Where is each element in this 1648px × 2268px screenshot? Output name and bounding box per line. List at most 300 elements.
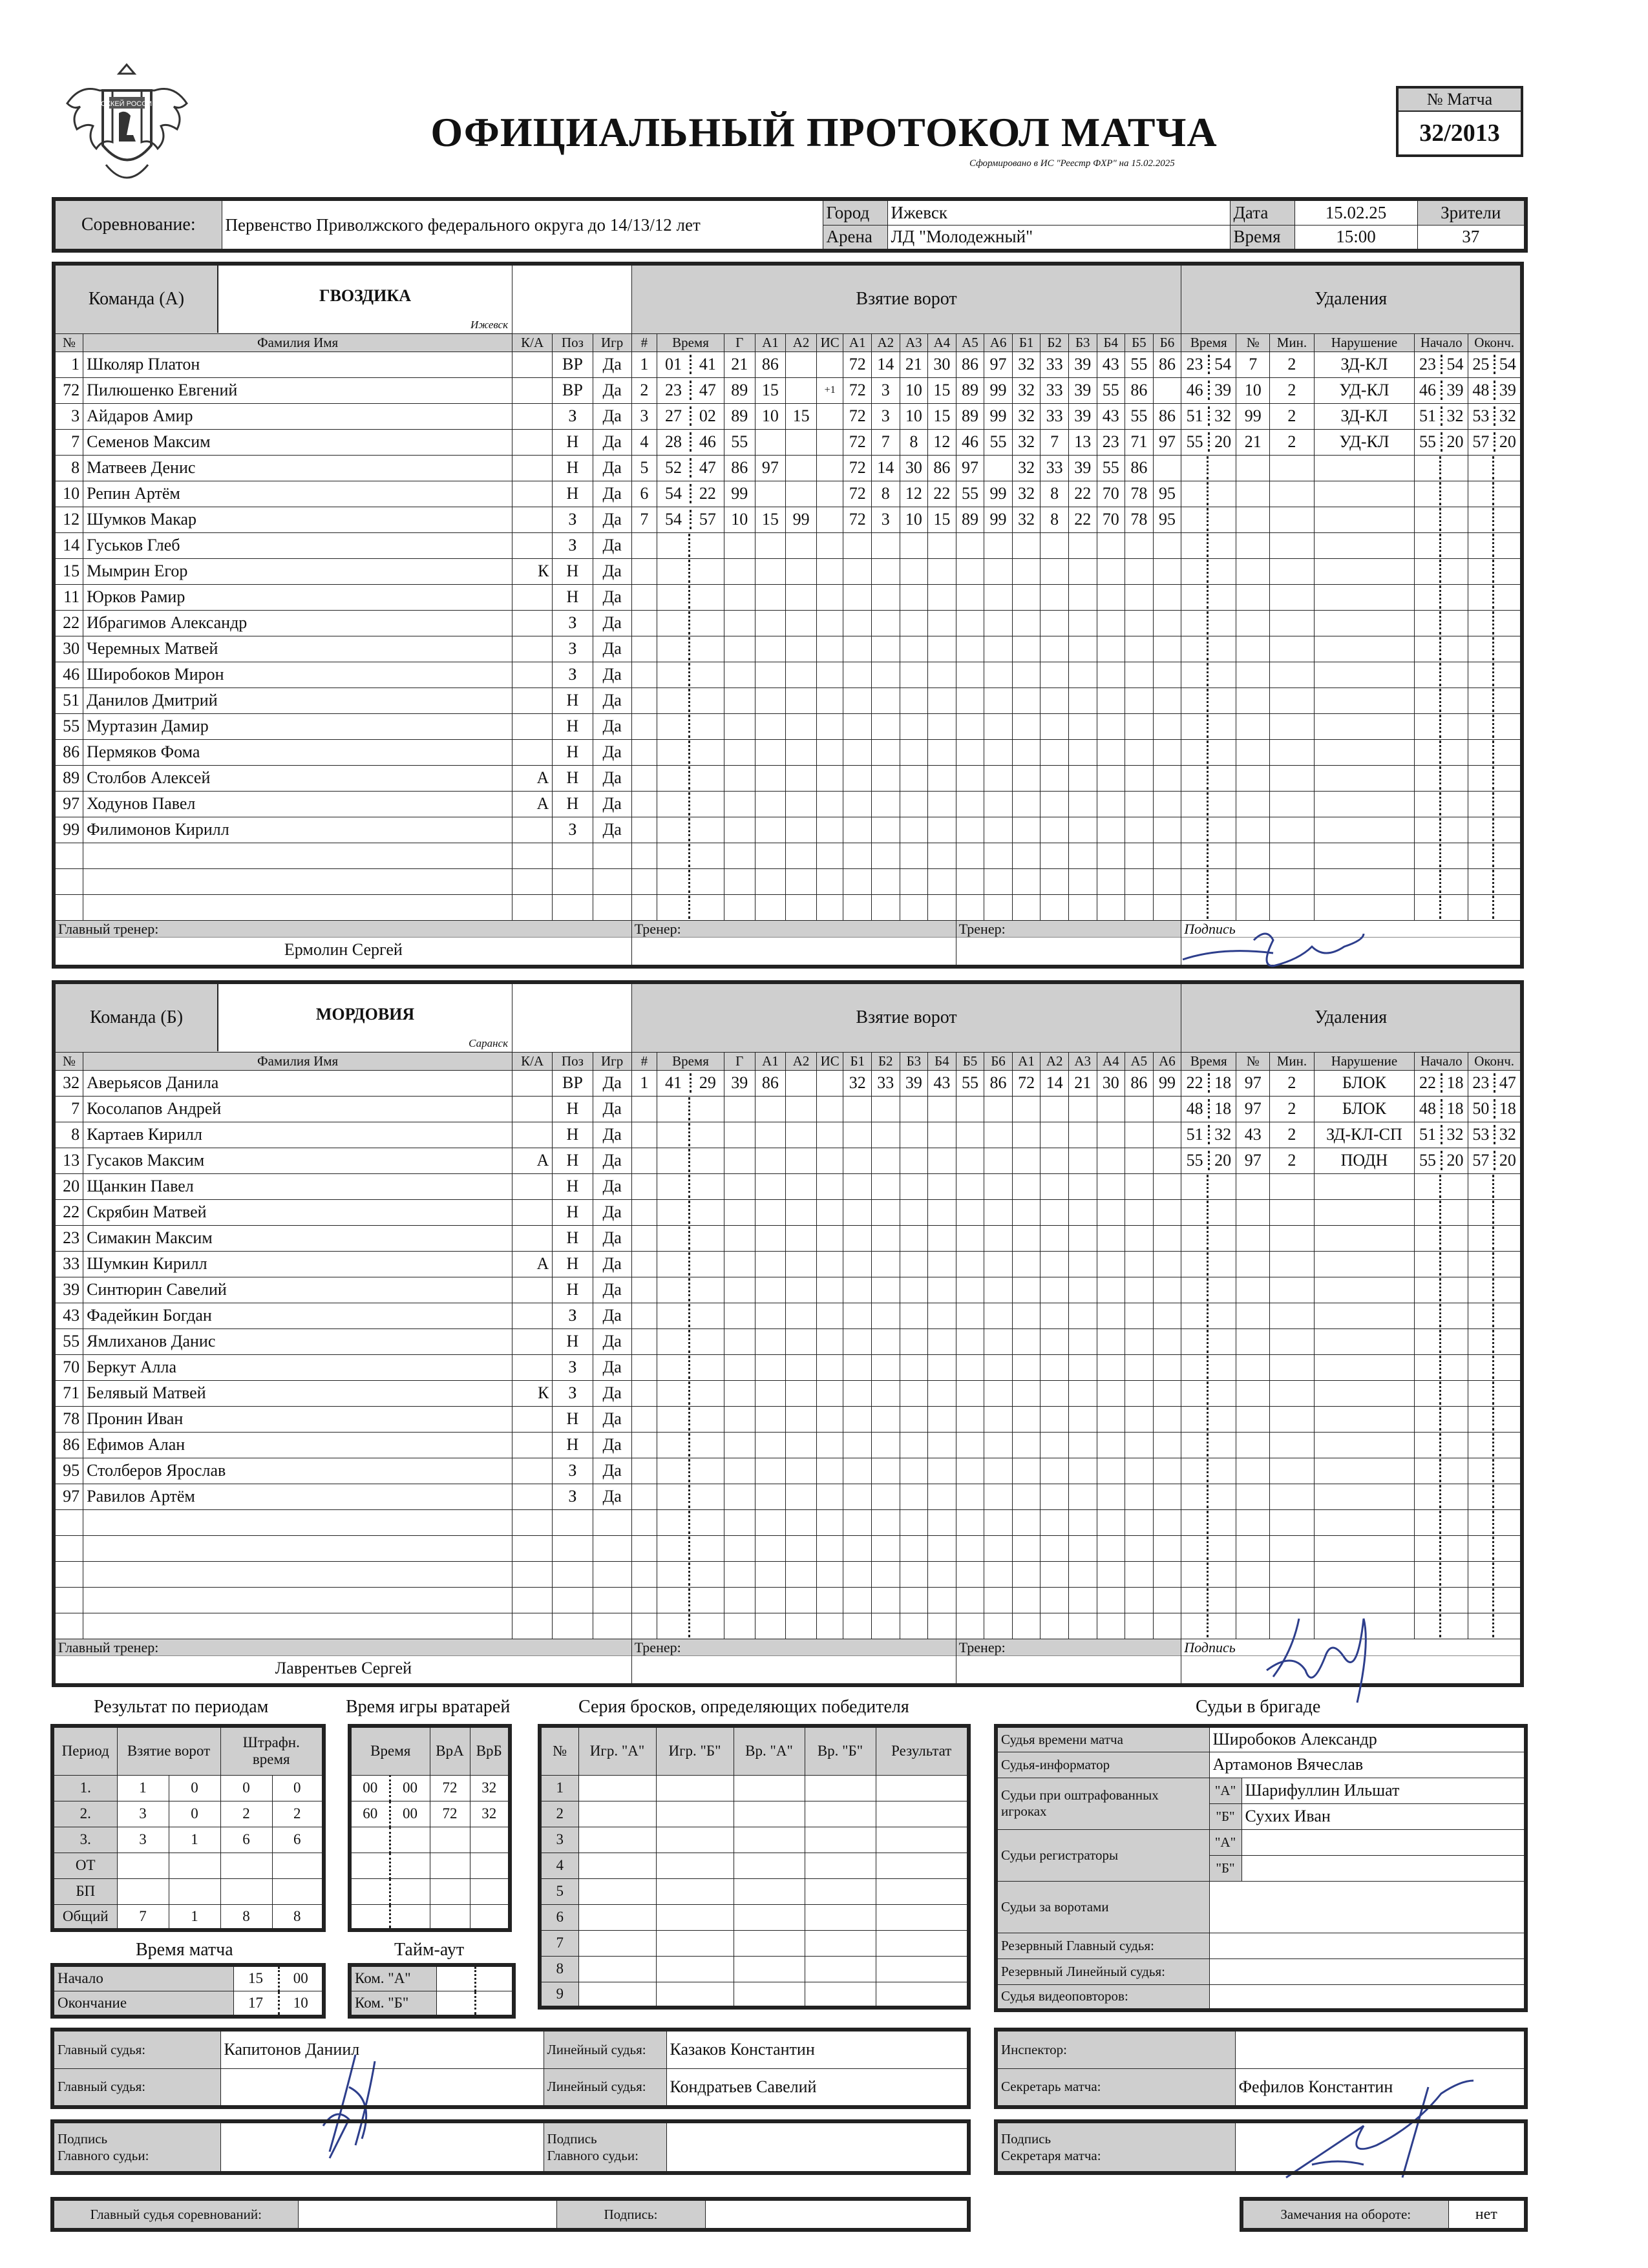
reg-a-tag: "А" — [1209, 1829, 1241, 1855]
goal-second: 22 — [699, 484, 716, 503]
timekeeper: Широбоков Александр — [1209, 1726, 1526, 1752]
player-played: Да — [593, 1122, 631, 1148]
goal-minute: 23 — [657, 381, 692, 400]
goal-cell: 22 — [928, 481, 956, 507]
goal-cell: 78 — [1125, 507, 1154, 532]
teamB-row — [54, 1561, 1522, 1587]
teamA-goals-heading: Взятие ворот — [631, 264, 1181, 333]
penalty-second: 39 — [1214, 381, 1232, 399]
date-label: Дата — [1230, 199, 1294, 225]
teamB-col-g_num: # — [631, 1052, 657, 1070]
period-row — [52, 1827, 324, 1853]
penalty-start-sec: 20 — [1446, 1151, 1464, 1170]
penalty-start-min: 55 — [1415, 432, 1442, 452]
teamB-goals-heading: Взятие ворот — [631, 982, 1181, 1052]
goal-cell: 86 — [724, 455, 755, 481]
line-ref-1: Казаков Константин — [666, 2030, 969, 2068]
player-name: Ефимов Алан — [83, 1432, 512, 1458]
goalie-value — [430, 1853, 470, 1878]
player-name: Столбов Алексей — [83, 765, 512, 791]
period-name: 2. — [52, 1801, 117, 1827]
shootout-title: Серия бросков, определяющих победителя — [578, 1697, 909, 1717]
periods-title: Результат по периодам — [94, 1697, 269, 1717]
player-number: 22 — [54, 1199, 83, 1225]
goal-cell: 97 — [1153, 429, 1181, 455]
registrars-label: Судьи регистраторы — [996, 1829, 1209, 1881]
period-value — [117, 1853, 169, 1878]
teamB-col-p_violation: Нарушение — [1314, 1052, 1415, 1070]
period-row — [52, 1775, 324, 1801]
goal-cell: 55 — [956, 481, 984, 507]
teamB-head-coach-label: Главный тренер: — [56, 1639, 631, 1656]
player-position: З — [553, 532, 593, 558]
shootout-header: Результат — [876, 1726, 969, 1775]
teamB-row — [54, 1484, 1522, 1509]
player-role — [512, 636, 553, 662]
goalie-value — [470, 1853, 510, 1878]
player-position: З — [553, 1484, 593, 1509]
penalty-end-min: 53 — [1468, 406, 1495, 426]
period-row — [52, 1904, 324, 1930]
goal-cell: 72 — [843, 455, 872, 481]
player-number: 32 — [54, 1070, 83, 1096]
goalies-h-a: ВрА — [430, 1726, 470, 1775]
period-row — [52, 1853, 324, 1878]
player-name: Белявый Матвей — [83, 1380, 512, 1406]
teamB-row — [54, 1199, 1522, 1225]
player-position: Н — [553, 713, 593, 739]
shootout-header: Игр. "Б" — [656, 1726, 734, 1775]
goal-number: 6 — [631, 481, 657, 507]
goal-cell: +1 — [816, 377, 843, 403]
player-position: Н — [553, 429, 593, 455]
goal-cell: 21 — [1068, 1070, 1097, 1096]
goal-cell: 99 — [984, 481, 1013, 507]
period-value: 0 — [272, 1775, 324, 1801]
goal-minute: 52 — [657, 458, 692, 478]
player-position: Н — [553, 1432, 593, 1458]
goal-second: 57 — [699, 510, 716, 529]
player-name: Мымрин Егор — [83, 558, 512, 584]
penbox-b: Сухих Иван — [1241, 1803, 1526, 1829]
penalty-start-min: 51 — [1415, 406, 1442, 426]
goalie-min — [350, 1904, 390, 1930]
penalty-player: 21 — [1236, 429, 1270, 455]
period-value: 3 — [117, 1827, 169, 1853]
sig-secretary-label-2: Секретаря матча: — [1001, 2148, 1101, 2163]
player-number: 20 — [54, 1173, 83, 1199]
goal-cell: 95 — [1153, 481, 1181, 507]
teamB-col-g_a1: А1 — [755, 1052, 786, 1070]
teamA-col-g_a1: А1 — [755, 333, 786, 352]
player-position: З — [553, 1380, 593, 1406]
player-number: 11 — [54, 584, 83, 610]
player-position: Н — [553, 1225, 593, 1251]
player-name: Гуськов Глеб — [83, 532, 512, 558]
penalty-player: 7 — [1236, 352, 1270, 377]
goal-cell: 86 — [1125, 377, 1154, 403]
player-number: 22 — [54, 610, 83, 636]
goal-number: 1 — [631, 352, 657, 377]
goal-cell: 72 — [843, 377, 872, 403]
teamA-col-g_is: ИС — [816, 333, 843, 352]
player-played: Да — [593, 765, 631, 791]
penalty-minutes: 2 — [1270, 1096, 1314, 1122]
player-role — [512, 507, 553, 532]
match-start-label: Начало — [52, 1965, 233, 1991]
goal-cell: 89 — [724, 377, 755, 403]
match-end-h: 17 — [233, 1991, 279, 2017]
teamA-col-oncourt: Б2 — [1041, 333, 1069, 352]
shootout-header: Вр. "Б" — [805, 1726, 876, 1775]
goalies-title: Время игры вратарей — [346, 1697, 511, 1717]
teamB-col-p_end: Оконч. — [1468, 1052, 1522, 1070]
player-played: Да — [593, 791, 631, 817]
penbox-a-tag: "А" — [1209, 1778, 1241, 1803]
teamA-name: ГВОЗДИКА — [319, 286, 412, 306]
goal-cell: 33 — [1041, 403, 1069, 429]
goal-second: 29 — [699, 1073, 716, 1092]
player-number: 8 — [54, 455, 83, 481]
goal-cell: 8 — [872, 481, 900, 507]
player-played: Да — [593, 688, 631, 713]
player-played: Да — [593, 610, 631, 636]
goal-second: 47 — [699, 458, 716, 477]
player-played: Да — [593, 377, 631, 403]
player-role: К — [512, 558, 553, 584]
penalty-violation: УД-КЛ — [1314, 377, 1415, 403]
shootout-row — [540, 1853, 969, 1878]
player-number: 55 — [54, 1328, 83, 1354]
goalie-value: 72 — [430, 1801, 470, 1827]
player-name: Столберов Ярослав — [83, 1458, 512, 1484]
penalty-end-sec: 39 — [1499, 381, 1516, 399]
player-number: 39 — [54, 1277, 83, 1303]
period-value — [272, 1878, 324, 1904]
goal-second: 02 — [699, 406, 716, 425]
player-position: ВР — [553, 377, 593, 403]
goal-cell: 15 — [786, 403, 817, 429]
teamA-col-p_start: Начало — [1415, 333, 1468, 352]
teamA-col-oncourt: А1 — [843, 333, 872, 352]
remarks-value: нет — [1448, 2199, 1526, 2230]
teamA-row — [54, 403, 1522, 429]
goal-cell — [816, 403, 843, 429]
period-value: 8 — [272, 1904, 324, 1930]
penalty-minutes: 2 — [1270, 1070, 1314, 1096]
teamB-row — [54, 1148, 1522, 1173]
officials-table — [994, 1724, 1528, 2012]
goal-cell — [1153, 377, 1181, 403]
goal-cell: 99 — [984, 377, 1013, 403]
teamA-row — [54, 429, 1522, 455]
teamB-col-oncourt: Б3 — [900, 1052, 928, 1070]
remarks-label: Замечания на обороте: — [1241, 2199, 1448, 2230]
player-name: Семенов Максим — [83, 429, 512, 455]
player-played: Да — [593, 1148, 631, 1173]
shootout-row — [540, 1904, 969, 1930]
penalty-violation: БЛОК — [1314, 1096, 1415, 1122]
goal-cell: 89 — [724, 403, 755, 429]
penalty-start-sec: 32 — [1446, 406, 1464, 425]
goal-cell: 32 — [1012, 377, 1041, 403]
player-number: 72 — [54, 377, 83, 403]
player-role — [512, 377, 553, 403]
teamB-col-p_time: Время — [1181, 1052, 1236, 1070]
player-played: Да — [593, 1277, 631, 1303]
spectators-label: Зрители — [1417, 199, 1526, 225]
teamA-row — [54, 765, 1522, 791]
goalie-min: 00 — [350, 1775, 390, 1801]
goal-cell: 30 — [900, 455, 928, 481]
player-number: 97 — [54, 791, 83, 817]
player-number: 86 — [54, 1432, 83, 1458]
goal-cell: 89 — [956, 377, 984, 403]
goal-cell — [786, 429, 817, 455]
shootout-num: 2 — [540, 1801, 578, 1827]
player-role — [512, 455, 553, 481]
teamB-col-oncourt: Б4 — [928, 1052, 956, 1070]
goal-cell: 89 — [956, 403, 984, 429]
teamA-row — [54, 739, 1522, 765]
main-ref-1: Капитонов Даниил — [220, 2030, 544, 2068]
match-number-label: № Матча — [1399, 89, 1521, 112]
match-time-title: Время матча — [136, 1940, 233, 1960]
player-number: 15 — [54, 558, 83, 584]
player-name: Картаев Кирилл — [83, 1122, 512, 1148]
player-played: Да — [593, 352, 631, 377]
secretary-label: Секретарь матча: — [996, 2068, 1235, 2107]
sig-main-label-b2: Главного судьи: — [547, 2148, 639, 2163]
teamA-row — [54, 636, 1522, 662]
player-role — [512, 532, 553, 558]
competition-label: Соревнование: — [54, 199, 222, 251]
shootout-header: № — [540, 1726, 578, 1775]
player-position: З — [553, 610, 593, 636]
shootout-table — [538, 1724, 971, 2010]
teamB-label: Команда (Б) — [89, 1007, 184, 1028]
goal-cell — [816, 429, 843, 455]
teamA-row — [54, 894, 1522, 920]
teamA-col-g_g: Г — [724, 333, 755, 352]
player-role — [512, 584, 553, 610]
period-row — [52, 1801, 324, 1827]
player-role — [512, 1303, 553, 1328]
player-role — [512, 610, 553, 636]
teamA-col-oncourt: Б3 — [1068, 333, 1097, 352]
goal-cell — [786, 1070, 817, 1096]
player-position: Н — [553, 481, 593, 507]
goal-cell: 33 — [1041, 377, 1069, 403]
player-role — [512, 429, 553, 455]
penalty-player: 43 — [1236, 1122, 1270, 1148]
match-start-m: 00 — [279, 1965, 324, 1991]
penalty-violation: ЗД-КЛ-СП — [1314, 1122, 1415, 1148]
periods-h-period: Период — [52, 1726, 117, 1775]
teamA-coach2-label: Тренер: — [956, 921, 1181, 938]
period-value: 6 — [272, 1827, 324, 1853]
goalies-table — [348, 1724, 512, 1932]
document-title: ОФИЦИАЛЬНЫЙ ПРОТОКОЛ МАТЧА — [430, 109, 1218, 155]
goal-cell: 78 — [1125, 481, 1154, 507]
period-value: 0 — [169, 1801, 220, 1827]
player-position: Н — [553, 1328, 593, 1354]
goalie-min — [350, 1853, 390, 1878]
player-name: Симакин Максим — [83, 1225, 512, 1251]
teamB-row — [54, 1354, 1522, 1380]
player-role — [512, 403, 553, 429]
penalty-minute: 51 — [1181, 1125, 1210, 1144]
main-ref-2 — [220, 2068, 544, 2107]
penalty-minutes: 2 — [1270, 1122, 1314, 1148]
teamB-col-g_g: Г — [724, 1052, 755, 1070]
teamA-coach-label: Тренер: — [632, 921, 956, 938]
player-position: З — [553, 403, 593, 429]
goal-minute: 27 — [657, 406, 692, 426]
player-role — [512, 481, 553, 507]
teamA-col-p_violation: Нарушение — [1314, 333, 1415, 352]
goal-cell: 10 — [724, 507, 755, 532]
goal-cell: 89 — [956, 507, 984, 532]
goalie-value — [390, 1904, 430, 1930]
reserve-main-label: Резервный Главный судья: — [996, 1933, 1209, 1958]
sig-main-label-a — [52, 2121, 220, 2173]
goalie-value: 00 — [390, 1775, 430, 1801]
teamA-row — [54, 558, 1522, 584]
shootout-num: 5 — [540, 1878, 578, 1904]
penalty-minutes: 2 — [1270, 352, 1314, 377]
penalty-start-sec: 18 — [1446, 1099, 1464, 1118]
goal-cell: 86 — [1153, 403, 1181, 429]
goal-cell: 33 — [872, 1070, 900, 1096]
player-number: 43 — [54, 1303, 83, 1328]
goalie-value — [430, 1878, 470, 1904]
shootout-row — [540, 1930, 969, 1956]
teamB-col-oncourt: Б2 — [872, 1052, 900, 1070]
teamB-row — [54, 1458, 1522, 1484]
timeout-table — [348, 1963, 516, 2019]
player-number: 23 — [54, 1225, 83, 1251]
penalty-minutes: 2 — [1270, 377, 1314, 403]
player-position: З — [553, 636, 593, 662]
goal-cell: 30 — [1097, 1070, 1125, 1096]
player-position: Н — [553, 1173, 593, 1199]
goalie-value: 32 — [470, 1775, 510, 1801]
teamB-signature-label: Подпись — [1181, 1639, 1520, 1656]
goalie-value — [430, 1827, 470, 1853]
shootout-num: 3 — [540, 1827, 578, 1853]
player-role — [512, 1354, 553, 1380]
player-role — [512, 1096, 553, 1122]
period-value — [220, 1853, 272, 1878]
teamA-head-coach: Ермолин Сергей — [284, 940, 403, 959]
teamA-table — [52, 262, 1524, 969]
teamB-col-ka: К/А — [512, 1052, 553, 1070]
penalty-end-sec: 47 — [1499, 1073, 1516, 1092]
periods-table — [50, 1724, 326, 1932]
player-played: Да — [593, 1484, 631, 1509]
penalty-start-sec: 32 — [1446, 1125, 1464, 1144]
match-time-table — [50, 1963, 326, 2019]
period-value: 2 — [272, 1801, 324, 1827]
penbox-a: Шарифуллин Ильшат — [1241, 1778, 1526, 1803]
goal-cell: 72 — [843, 352, 872, 377]
player-name: Беркут Алла — [83, 1354, 512, 1380]
penalty-start-sec: 18 — [1446, 1073, 1464, 1092]
goal-cell: 32 — [1012, 403, 1041, 429]
penalty-end-min: 53 — [1468, 1125, 1495, 1144]
penalty-end-min: 48 — [1468, 381, 1495, 400]
player-name: Аверьясов Данила — [83, 1070, 512, 1096]
player-played: Да — [593, 817, 631, 843]
goal-cell: 33 — [1041, 352, 1069, 377]
goal-cell — [816, 455, 843, 481]
goal-cell: 32 — [1012, 507, 1041, 532]
goalie-min — [350, 1827, 390, 1853]
penalty-start-sec: 54 — [1446, 355, 1464, 373]
goal-number: 5 — [631, 455, 657, 481]
teamA-row — [54, 817, 1522, 843]
goal-cell: 14 — [872, 455, 900, 481]
player-number: 8 — [54, 1122, 83, 1148]
player-played: Да — [593, 1328, 631, 1354]
player-name: Айдаров Амир — [83, 403, 512, 429]
player-number: 30 — [54, 636, 83, 662]
goal-number: 2 — [631, 377, 657, 403]
teamB-col-p_min: Мин. — [1270, 1052, 1314, 1070]
player-position: Н — [553, 739, 593, 765]
goal-cell: 8 — [1041, 507, 1069, 532]
referees-table — [50, 2028, 971, 2109]
goalie-row — [350, 1878, 510, 1904]
teamA-row — [54, 377, 1522, 403]
penalty-start-min: 22 — [1415, 1073, 1442, 1093]
goal-cell: 39 — [724, 1070, 755, 1096]
player-number: 46 — [54, 662, 83, 688]
goal-cell — [786, 455, 817, 481]
player-name: Муртазин Дамир — [83, 713, 512, 739]
player-name: Щанкин Павел — [83, 1173, 512, 1199]
period-value: 2 — [220, 1801, 272, 1827]
teamA-col-name: Фамилия Имя — [83, 333, 512, 352]
penalty-start-sec: 20 — [1446, 432, 1464, 451]
teamB-col-oncourt: Б5 — [956, 1052, 984, 1070]
penalty-violation: ЗД-КЛ — [1314, 403, 1415, 429]
player-role — [512, 817, 553, 843]
penalty-end-sec: 20 — [1499, 432, 1516, 451]
goal-cell: 32 — [1012, 429, 1041, 455]
teamB-penalties-heading: Удаления — [1181, 982, 1522, 1052]
shootout-row — [540, 1982, 969, 2008]
shootout-row — [540, 1827, 969, 1853]
period-value: 8 — [220, 1904, 272, 1930]
player-name: Шумков Макар — [83, 507, 512, 532]
goalie-min — [350, 1878, 390, 1904]
penalty-second: 18 — [1214, 1073, 1232, 1092]
player-number: 7 — [54, 1096, 83, 1122]
teamB-row — [54, 1225, 1522, 1251]
city-value: Ижевск — [887, 199, 1230, 225]
player-role — [512, 1122, 553, 1148]
shootout-num: 4 — [540, 1853, 578, 1878]
goal-cell: 3 — [872, 377, 900, 403]
teamA-row — [54, 791, 1522, 817]
teamA-row — [54, 843, 1522, 868]
player-role — [512, 688, 553, 713]
goal-cell: 97 — [956, 455, 984, 481]
goal-cell: 97 — [984, 352, 1013, 377]
shootout-num: 7 — [540, 1930, 578, 1956]
